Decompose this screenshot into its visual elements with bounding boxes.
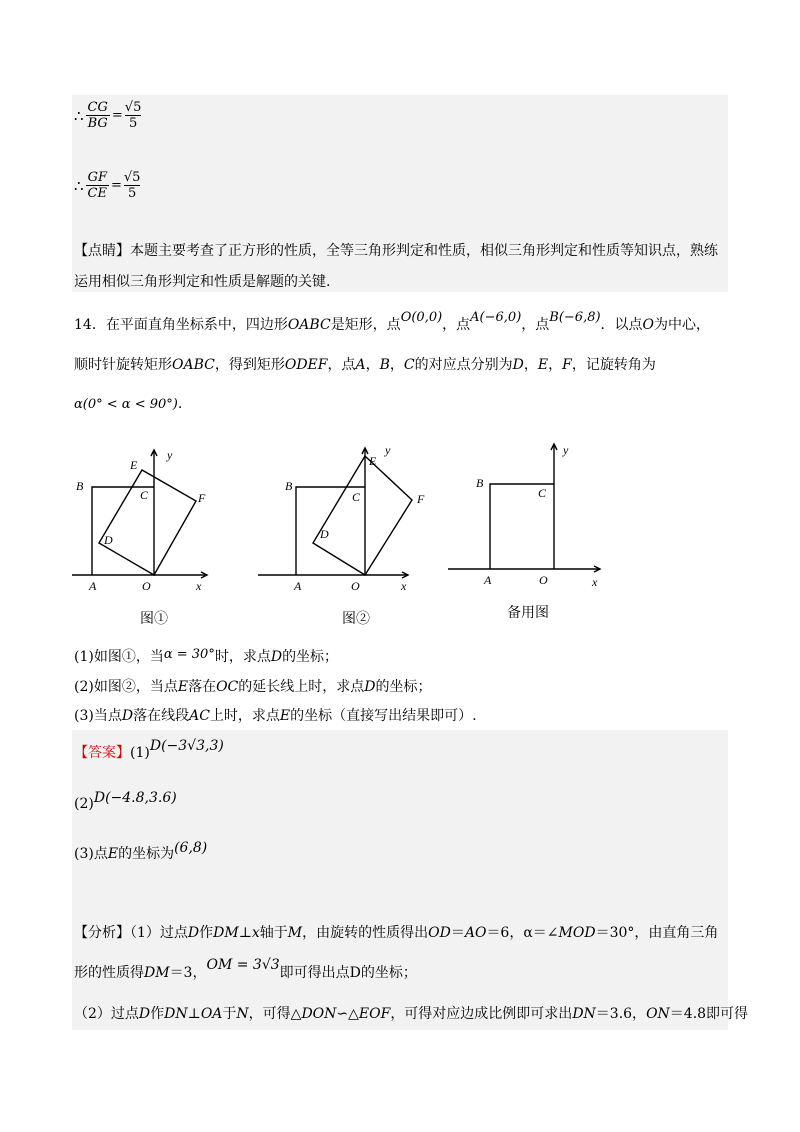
analysis-text: ，可得△: [248, 1006, 302, 1022]
question-text: 的坐标；: [282, 649, 339, 665]
analysis-var: M: [287, 925, 303, 941]
question-var: D: [364, 679, 376, 695]
analysis-text: 即可得出点D的坐标；: [279, 965, 417, 981]
fraction-sqrt5-over-5: [124, 170, 141, 201]
analysis-text: ∽△: [336, 1006, 359, 1022]
label-o: O: [142, 579, 151, 593]
problem-var: A: [355, 357, 366, 373]
analysis-text: 轴于: [259, 925, 288, 941]
analysis-text: ＝6，α＝∠: [486, 925, 559, 941]
problem-text: ，: [389, 357, 404, 373]
analysis-var: ON: [646, 1006, 670, 1022]
answer-3-value: (6,8): [174, 840, 208, 856]
label-y: y: [563, 443, 569, 457]
question-text: 的坐标；: [375, 679, 432, 695]
analysis-text: ⊥: [187, 1006, 201, 1022]
review-label: 【点睛】: [74, 243, 130, 259]
analysis-line-3: [74, 1003, 748, 1023]
review-text-1: 本题主要考查了正方形的性质，全等三角形判定和性质，相似三角形判定和性质等知识点，熟练: [130, 243, 718, 259]
label-a: A: [294, 579, 302, 593]
radical-denominator: 5: [128, 186, 137, 201]
radical: √5: [123, 170, 141, 185]
analysis-var: OA: [200, 1006, 223, 1022]
problem-text: 的对应点分别为: [414, 357, 513, 373]
problem-var: E: [537, 357, 549, 373]
answer-prefix: (3)点: [74, 846, 108, 862]
problem-text: ．以点: [600, 317, 643, 333]
fraction-cg-bg: [86, 100, 110, 131]
answer-2: [74, 790, 177, 812]
analysis-text: ，由旋转的性质得出: [302, 925, 429, 941]
review-line-2: [74, 271, 330, 291]
analysis-var: DN: [164, 1006, 188, 1022]
question-var: E: [279, 708, 291, 724]
analysis-var: OD: [428, 925, 451, 941]
solution-shade-top: [72, 95, 728, 292]
label-x: x: [401, 579, 407, 593]
angle-value: α = 30°: [163, 647, 215, 662]
question-text: (1)如图①，当: [74, 649, 164, 665]
therefore-symbol: ∴: [74, 176, 84, 195]
answer-prefix: (1): [130, 745, 150, 761]
figure-2-caption: 图②: [342, 612, 370, 627]
analysis-var: D: [138, 1006, 151, 1022]
analysis-var: x: [251, 925, 260, 941]
question-3: [74, 705, 477, 725]
label-y: y: [385, 443, 391, 457]
review-text-2: 运用相似三角形判定和性质是解题的关键.: [74, 274, 331, 290]
problem-var: OABC: [287, 317, 331, 333]
question-text: (2)如图②，当点: [74, 679, 178, 695]
figure-3: [448, 440, 608, 630]
angle-range: α(0° < α < 90°): [74, 397, 178, 412]
fraction-denominator: BG: [87, 116, 108, 131]
label-c: C: [352, 490, 361, 504]
analysis-var: DON: [301, 1006, 337, 1022]
label-e: E: [369, 454, 377, 468]
analysis-text: ＝3，: [169, 965, 207, 981]
answer-3: [74, 837, 208, 862]
label-d: D: [104, 533, 113, 547]
question-text: 的坐标（直接写出结果即可）.: [290, 708, 477, 724]
question-var: D: [121, 708, 134, 724]
label-o: O: [539, 573, 548, 587]
problem-var: C: [403, 357, 415, 373]
label-f: F: [198, 491, 206, 505]
problem-line-3: [74, 396, 182, 412]
problem-var: B: [379, 357, 390, 373]
problem-text: ，点: [521, 317, 550, 333]
question-var: AC: [189, 708, 210, 724]
rectangle-odef: [99, 470, 196, 575]
label-y: y: [167, 448, 173, 462]
question-text: 落在线段: [133, 708, 190, 724]
problem-var: O: [642, 317, 655, 333]
label-o: O: [351, 579, 360, 593]
problem-text: ，得到矩形: [214, 357, 285, 373]
analysis-var: DN: [572, 1006, 596, 1022]
question-var: D: [270, 649, 283, 665]
answer-2-value: D(−4.8,3.6): [93, 790, 177, 806]
point-b: B(−6,8): [549, 310, 601, 325]
question-text: 时，求点: [214, 649, 271, 665]
point-a: A(−6,0): [470, 310, 522, 325]
analysis-var: DM: [213, 925, 239, 941]
analysis-label: 【分析】: [74, 925, 130, 941]
label-x: x: [196, 579, 202, 593]
step-gf-ce: [74, 170, 140, 201]
analysis-line-2: [74, 957, 417, 982]
problem-text: 14．在平面直角坐标系中，四边形: [74, 317, 288, 333]
problem-var: OABC: [172, 357, 215, 373]
point-o: O(0,0): [400, 310, 443, 325]
answer-text: 的坐标为: [118, 846, 175, 862]
analysis-text: 于: [222, 1006, 237, 1022]
label-c: C: [538, 486, 547, 500]
question-var: OC: [216, 679, 239, 695]
problem-text: ，点: [442, 317, 471, 333]
label-c: C: [140, 488, 149, 502]
fraction-numerator: CG: [87, 100, 108, 115]
analysis-var: AO: [464, 925, 487, 941]
equals-sign: =: [110, 178, 122, 193]
problem-text: ，: [523, 357, 538, 373]
analysis-text: ＝: [450, 925, 465, 941]
answer-var: E: [107, 846, 119, 862]
analysis-var: EOF: [358, 1006, 391, 1022]
rectangle-odef: [313, 456, 412, 575]
problem-text: ，记旋转角为: [571, 357, 656, 373]
label-a: A: [89, 579, 97, 593]
problem-line-2: [74, 354, 656, 374]
fraction-sqrt5-over-5: [125, 100, 142, 131]
problem-text: ，: [548, 357, 563, 373]
equals-sign: =: [111, 108, 123, 123]
analysis-line-1: [74, 922, 718, 942]
analysis-text: ，可得对应边成比例即可求出: [390, 1006, 573, 1022]
problem-var: ODEF: [284, 357, 328, 373]
problem-text: ，点: [327, 357, 356, 373]
problem-text: ，: [365, 357, 380, 373]
problem-text: 顺时针旋转矩形: [74, 357, 172, 373]
answer-prefix: (2): [74, 796, 94, 812]
label-b: B: [476, 476, 484, 490]
step-cg-bg: [74, 100, 141, 131]
fraction-numerator: GF: [86, 170, 109, 186]
analysis-text: ＝4.8即可得: [669, 1006, 749, 1022]
label-x: x: [592, 575, 598, 589]
problem-text: 为中心，: [654, 317, 711, 333]
analysis-var: N: [236, 1006, 249, 1022]
label-d: D: [320, 527, 329, 541]
label-f: F: [417, 492, 425, 506]
problem-var: D: [512, 357, 524, 373]
fraction-denominator: CE: [87, 186, 107, 201]
label-b: B: [285, 479, 293, 493]
question-var: E: [177, 679, 189, 695]
question-text: 上时，求点: [209, 708, 280, 724]
analysis-text: ⊥: [238, 925, 252, 941]
problem-text: .: [177, 396, 183, 412]
answer-label: 【答案】: [74, 745, 130, 761]
analysis-text: 作: [150, 1006, 165, 1022]
om-value: OM = 3√3: [206, 957, 280, 973]
analysis-var: DM: [144, 965, 170, 981]
radical: √5: [124, 100, 142, 115]
review-line-1: [74, 240, 718, 260]
problem-text: 是矩形，点: [330, 317, 401, 333]
fraction-gf-ce: [86, 170, 109, 201]
analysis-var: D: [187, 925, 200, 941]
analysis-text: （1）过点: [130, 925, 188, 941]
question-text: 的延长线上时，求点: [238, 679, 365, 695]
analysis-var: MOD: [558, 925, 596, 941]
answer-1-value: D(−3√3,3): [149, 738, 224, 754]
figure-1: [72, 440, 212, 630]
figure-1-caption: 图①: [140, 612, 168, 627]
question-text: 落在: [188, 679, 217, 695]
answer-shade: [72, 730, 728, 1030]
question-1: [74, 646, 338, 666]
question-2: [74, 676, 432, 696]
therefore-symbol: ∴: [74, 106, 84, 125]
label-b: B: [76, 479, 84, 493]
problem-var: F: [562, 357, 572, 373]
analysis-text: 形的性质得: [74, 965, 144, 981]
analysis-text: （2）过点: [74, 1006, 139, 1022]
label-a: A: [484, 573, 492, 587]
problem-line-1: [74, 310, 711, 334]
analysis-text: ＝3.6，: [595, 1006, 647, 1022]
question-text: (3)当点: [74, 708, 122, 724]
figure-3-caption: 备用图: [507, 606, 549, 621]
figure-2: [258, 440, 425, 630]
radical-denominator: 5: [128, 116, 138, 131]
label-e: E: [130, 458, 138, 472]
answer-1: [74, 738, 224, 762]
analysis-text: ＝30°，由直角三角: [595, 925, 719, 941]
analysis-text: 作: [199, 925, 214, 941]
